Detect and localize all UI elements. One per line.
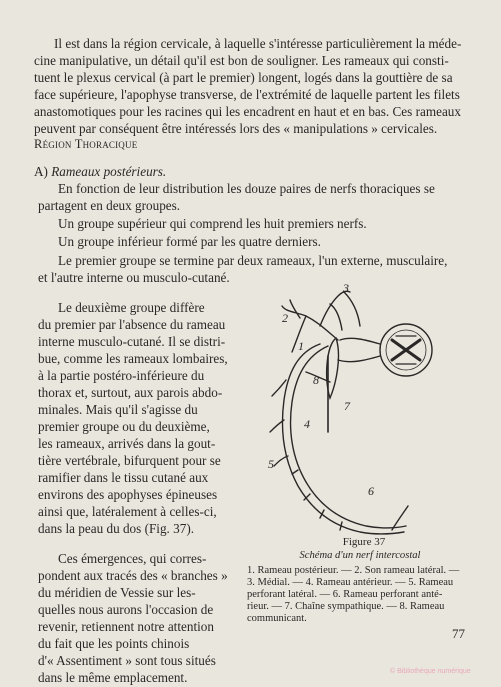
text-line: pondent aux tracés des « branches » bbox=[38, 568, 228, 583]
figure-label-6: 6 bbox=[368, 484, 374, 498]
text-line: face supérieure, l'apophyse transverse, de l'extrémité de laquelle partent les filets bbox=[34, 87, 460, 102]
figure-label-7: 7 bbox=[344, 399, 350, 413]
watermark: © Bibliothèque numérique bbox=[390, 668, 471, 675]
text-line: et l'autre interne ou musculo-cutané. bbox=[38, 270, 230, 285]
legend-line: 3. Médial. — 4. Rameau antérieur. — 5. Rameau bbox=[247, 577, 454, 588]
group-upper-line: Un groupe supérieur qui comprend les huit premiers nerfs. bbox=[58, 216, 367, 231]
figure-label-2: 2 bbox=[282, 311, 288, 325]
subsection-letter: A) bbox=[34, 164, 48, 179]
text-line: Il est dans la région cervicale, à laquelle s'intéresse particulièrement la méde- bbox=[54, 36, 462, 51]
legend-line: rieur. — 7. Chaîne sympathique. — 8. Rameau bbox=[247, 601, 445, 612]
text-line: quelles nous aurons l'occasion de bbox=[38, 602, 214, 617]
text-line: Le premier groupe se termine par deux rameaux, l'un externe, musculaire, bbox=[58, 253, 448, 268]
figure-number: Figure 37 bbox=[342, 536, 386, 548]
figure-label-1: 1 bbox=[298, 339, 304, 353]
text-line: ramifier dans le tissu cutané aux bbox=[38, 470, 209, 485]
text-line: thorax et, surtout, aux parois abdo- bbox=[38, 385, 223, 400]
figure-label-3: 3 bbox=[343, 281, 349, 295]
text-line: revenir, retiennent notre attention bbox=[38, 619, 214, 634]
legend-line: perforant latéral. — 6. Rameau perforant anté- bbox=[247, 589, 443, 600]
text-line: peuvent par conséquent être intéressés lors des « manipulations » cervicales. bbox=[34, 121, 438, 136]
subsection-title: Rameaux postérieurs. bbox=[51, 164, 167, 179]
text-line: du méridien de Vessie sur les- bbox=[38, 585, 196, 600]
text-line: minales. Mais qu'il s'agisse du bbox=[38, 402, 198, 417]
legend-line: 1. Rameau postérieur. — 2. Son rameau latéral. — bbox=[247, 565, 460, 576]
text-line: anastomotiques pour les racines qui les encadrent en haut et en bas. Ces rameaux bbox=[34, 104, 461, 119]
section-title: Région Thoracique bbox=[34, 137, 138, 151]
text-line: du premier par l'absence du rameau bbox=[38, 317, 226, 332]
text-line: En fonction de leur distribution les douze paires de nerfs thoraciques se bbox=[58, 181, 435, 196]
text-line: Le deuxième groupe diffère bbox=[58, 300, 205, 315]
figure-label-8: 8 bbox=[313, 373, 319, 387]
figure-label-4: 4 bbox=[304, 417, 310, 431]
text-line: ainsi que, latéralement à celles-ci, bbox=[38, 504, 217, 519]
text-line: du fait que les points chinois bbox=[38, 636, 190, 651]
text-line: cine manipulative, un détail qu'il est bon de souligner. Les rameaux qui consti- bbox=[34, 53, 449, 68]
text-line: tuent le plexus cervical (à part le premier) longent, logés dans la gouttière de sa bbox=[34, 70, 453, 85]
figure-caption: Schéma d'un nerf intercostal bbox=[299, 550, 421, 561]
text-line: tière vertébrale, bifurquent pour se bbox=[38, 453, 221, 468]
text-line: partagent en deux groupes. bbox=[38, 198, 181, 213]
text-line: Ces émergences, qui corres- bbox=[58, 551, 207, 566]
figure-legend bbox=[247, 565, 473, 625]
text-line: les rameaux, arrivés dans la gout- bbox=[38, 436, 216, 451]
text-line: environs des apophyses épineuses bbox=[38, 487, 218, 502]
text-line: premier groupe ou du deuxième, bbox=[38, 419, 210, 434]
text-line: dans le même emplacement. bbox=[38, 670, 188, 685]
text-line: dans la peau du dos (Fig. 37). bbox=[38, 521, 195, 536]
text-line: interne musculo-cutané. Il se distri- bbox=[38, 334, 226, 349]
text-line: bue, comme les rameaux lombaires, bbox=[38, 351, 228, 366]
figure-label-5: 5 bbox=[268, 457, 274, 471]
legend-line: communicant. bbox=[247, 613, 307, 624]
text-line: à la partie postéro-inférieure du bbox=[38, 368, 205, 383]
text-line: d'« Assentiment » sont tous situés bbox=[38, 653, 216, 668]
group-lower-line: Un groupe inférieur formé par les quatre derniers. bbox=[58, 234, 321, 249]
page-number: 77 bbox=[452, 626, 465, 641]
